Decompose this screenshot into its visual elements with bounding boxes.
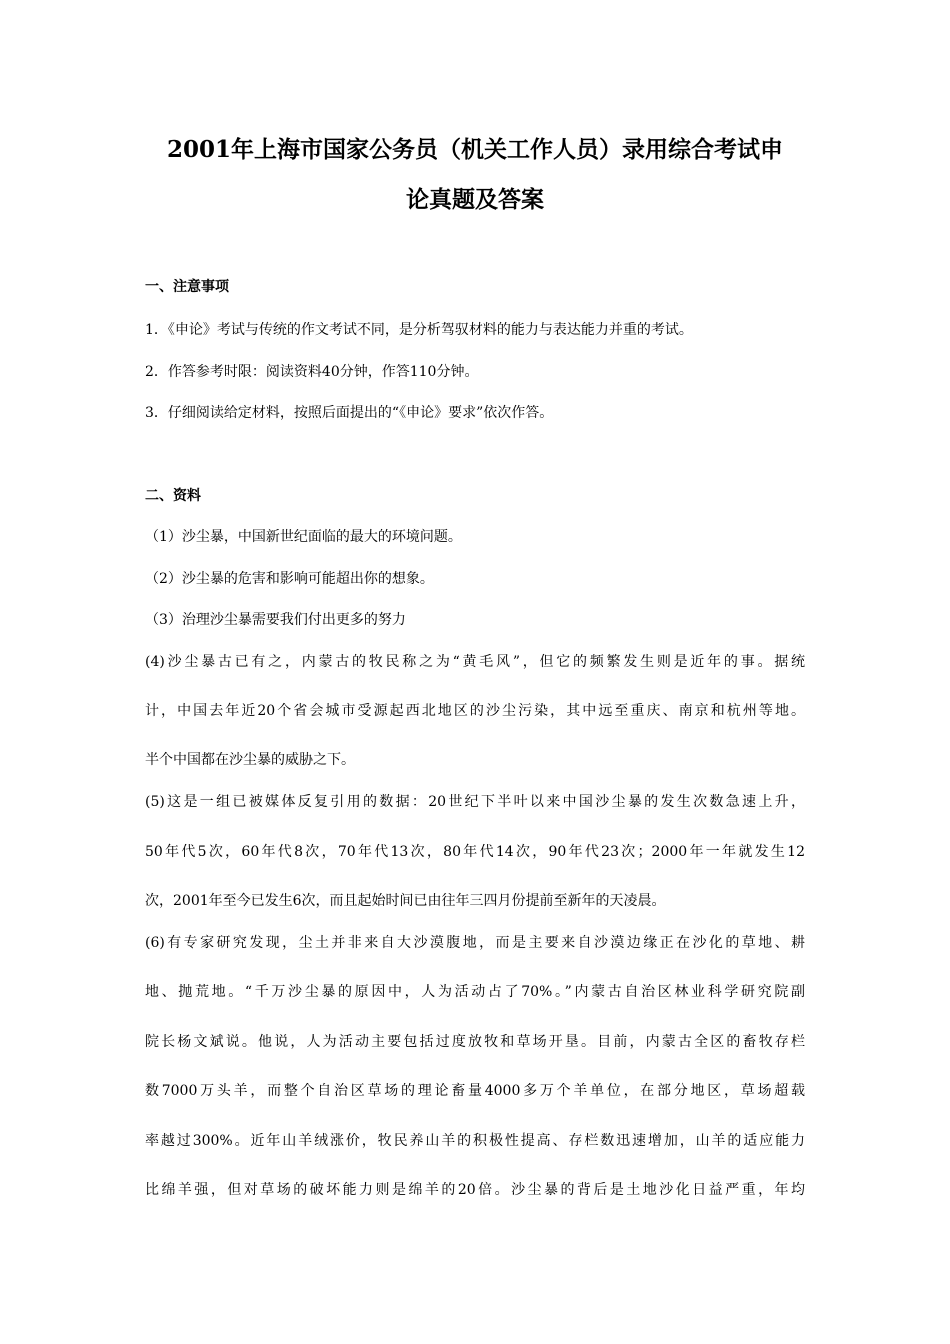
section-heading-materials: 二、资料 (145, 488, 201, 504)
paragraph-line: (4)沙尘暴古已有之，内蒙古的牧民称之为“黄毛风”，但它的频繁发生则是近年的事。据统 (145, 654, 805, 670)
paragraph-line: 数7000万头羊，而整个自治区草场的理论畜量4000多万个羊单位，在部分地区，草场超载 (145, 1083, 805, 1099)
section-heading-notes: 一、注意事项 (145, 279, 229, 295)
material-item: （1）沙尘暴，中国新世纪面临的最大的环境问题。 (145, 529, 462, 545)
paragraph-line: 次，2001年至今已发生6次，而且起始时间已由往年三四月份提前至新年的天凌晨。 (145, 893, 666, 909)
material-item: （3）治理沙尘暴需要我们付出更多的努力 (145, 612, 406, 628)
paragraph-line: 半个中国都在沙尘暴的威胁之下。 (145, 752, 355, 768)
notes-item: 2．作答参考时限：阅读资料40分钟，作答110分钟。 (145, 364, 479, 380)
paragraph-line: 地、抛荒地。“千万沙尘暴的原因中，人为活动占了70%。”内蒙古自治区林业科学研究院副 (145, 984, 805, 1000)
document-title-line-2: 论真题及答案 (406, 186, 544, 213)
paragraph-line: 计，中国去年近20个省会城市受源起西北地区的沙尘污染，其中远至重庆、南京和杭州等地。 (145, 703, 805, 719)
paragraph-line: (5)这是一组已被媒体反复引用的数据：20世纪下半叶以来中国沙尘暴的发生次数急速上升， (145, 794, 805, 810)
paragraph-line: 50年代5次，60年代8次，70年代13次，80年代14次，90年代23次；2000年一年就发生12 (145, 844, 805, 860)
document-title-line-1: 2001年上海市国家公务员（机关工作人员）录用综合考试申 (166, 136, 783, 163)
paragraph-line: 比绵羊强，但对草场的破坏能力则是绵羊的20倍。沙尘暴的背后是土地沙化日益严重，年均 (145, 1182, 805, 1198)
material-item: （2）沙尘暴的危害和影响可能超出你的想象。 (145, 571, 434, 587)
paragraph-line: 率越过300%。近年山羊绒涨价，牧民养山羊的积极性提高、存栏数迅速增加，山羊的适应能力 (145, 1133, 805, 1149)
paragraph-line: (6)有专家研究发现，尘土并非来自大沙漠腹地，而是主要来自沙漠边缘正在沙化的草地、耕 (145, 935, 805, 951)
notes-item: 1．《申论》考试与传统的作文考试不同，是分析驾驭材料的能力与表达能力并重的考试。 (145, 322, 693, 338)
paragraph-line: 院长杨文斌说。他说，人为活动主要包括过度放牧和草场开垦。目前，内蒙古全区的畜牧存栏 (145, 1034, 805, 1050)
notes-item: 3．仔细阅读给定材料，按照后面提出的“《申论》要求”依次作答。 (145, 405, 554, 421)
